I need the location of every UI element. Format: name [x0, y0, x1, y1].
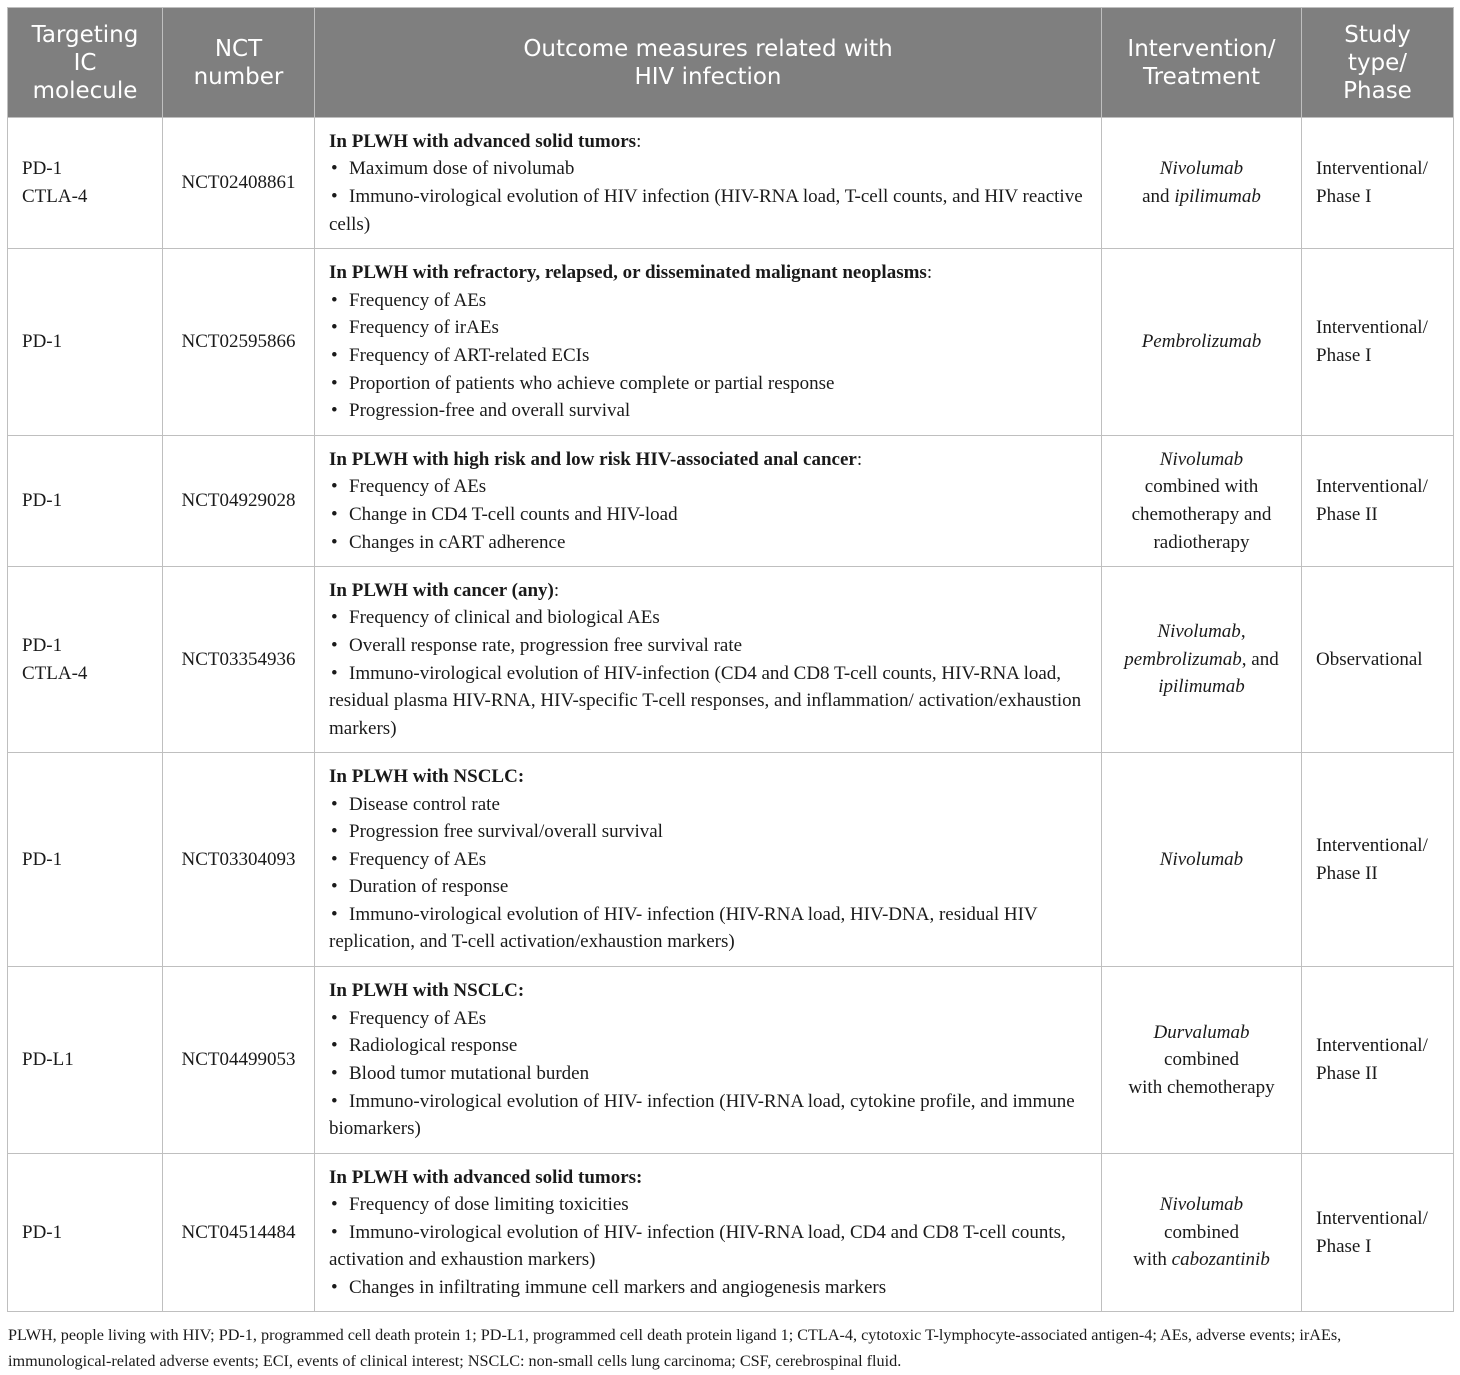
intervention-cell: Durvalumab combined with chemotherapy: [1102, 967, 1302, 1154]
study-type-cell: Interventional/ Phase II: [1302, 967, 1454, 1154]
target-cell: PD-1: [8, 436, 163, 567]
clinical-trials-table: [7, 7, 1454, 1312]
list-item: • Frequency of ART-related ECIs: [329, 342, 1091, 370]
list-item: • Frequency of AEs: [329, 287, 1091, 315]
intervention-cell: Nivolumab, pembrolizumab, and ipilimumab: [1102, 567, 1302, 753]
nct-cell: NCT03354936: [163, 567, 315, 753]
header-nct-number: NCT number: [163, 8, 315, 118]
nct-cell: NCT04929028: [163, 436, 315, 567]
list-item: • Progression-free and overall survival: [329, 397, 1091, 425]
study-type-cell: Interventional/ Phase I: [1302, 118, 1454, 249]
nct-cell: NCT02408861: [163, 118, 315, 249]
list-item: • Duration of response: [329, 873, 1091, 901]
target-cell: PD-1: [8, 1154, 163, 1312]
table-row: [8, 753, 1454, 967]
list-item: • Immuno-virological evolution of HIV- infection (HIV-RNA load, cytokine profile, and immune biomarkers): [329, 1088, 1091, 1143]
header-outcome-measures: Outcome measures related with HIV infection: [315, 8, 1102, 118]
list-item: • Change in CD4 T-cell counts and HIV-load: [329, 501, 1091, 529]
target-cell: PD-1 CTLA-4: [8, 567, 163, 753]
list-item: • Maximum dose of nivolumab: [329, 155, 1091, 183]
header-targeting-ic-molecule: Targeting IC molecule: [8, 8, 163, 118]
target-cell: PD-1: [8, 753, 163, 967]
list-item: • Changes in cART adherence: [329, 529, 1091, 557]
outcome-cell: In PLWH with advanced solid tumors: • Maximum dose of nivolumab • Immuno-virological evolution of HIV infection (HIV-RNA load, T-cell counts, and HIV reactive cells): [315, 118, 1102, 249]
nct-cell: NCT04499053: [163, 967, 315, 1154]
list-item: • Frequency of clinical and biological AEs: [329, 604, 1091, 632]
intervention-cell: Nivolumab combined with cabozantinib: [1102, 1154, 1302, 1312]
target-cell: PD-1: [8, 249, 163, 436]
nct-cell: NCT04514484: [163, 1154, 315, 1312]
table-container: [7, 7, 1453, 1312]
header-intervention: Intervention/ Treatment: [1102, 8, 1302, 118]
list-item: • Immuno-virological evolution of HIV- infection (HIV-RNA load, HIV-DNA, residual HIV replication, and T-cell activation/exhaustion markers): [329, 901, 1091, 956]
table-row: [8, 249, 1454, 436]
intervention-cell: Nivolumab and ipilimumab: [1102, 118, 1302, 249]
list-item: • Proportion of patients who achieve complete or partial response: [329, 370, 1091, 398]
list-item: • Immuno-virological evolution of HIV- infection (HIV-RNA load, CD4 and CD8 T-cell counts, activation and exhaustion markers): [329, 1219, 1091, 1274]
table-footnote: PLWH, people living with HIV; PD-1, programmed cell death protein 1; PD-L1, programmed cell death protein ligand 1; CTLA-4, cytotoxic T-lymphocyte-associated antigen-4; AEs, adverse events; irAEs, immunological-related adverse events; ECI, events of clinical interest; NSCLC: non-small cells lung carcinoma; CSF, cerebrospinal fluid.: [8, 1326, 1342, 1370]
table-row: [8, 436, 1454, 567]
list-item: • Overall response rate, progression free survival rate: [329, 632, 1091, 660]
list-item: • Radiological response: [329, 1032, 1091, 1060]
outcome-cell: In PLWH with cancer (any): • Frequency of clinical and biological AEs • Overall response rate, progression free survival rate • Immuno-virological evolution of HIV-infection (CD4 and CD8 T-cell counts, HIV-RNA load, residual plasma HIV-RNA, HIV-specific T-cell responses, and inflammation/ activation/exhaustion markers): [315, 567, 1102, 753]
list-item: • Blood tumor mutational burden: [329, 1060, 1091, 1088]
list-item: • Immuno-virological evolution of HIV infection (HIV-RNA load, T-cell counts, and HIV reactive cells): [329, 183, 1091, 238]
study-type-cell: Interventional/ Phase II: [1302, 436, 1454, 567]
table-row: [8, 567, 1454, 753]
list-item: • Progression free survival/overall survival: [329, 818, 1091, 846]
list-item: • Changes in infiltrating immune cell markers and angiogenesis markers: [329, 1274, 1091, 1302]
intervention-cell: Pembrolizumab: [1102, 249, 1302, 436]
list-item: • Frequency of AEs: [329, 1005, 1091, 1033]
list-item: • Disease control rate: [329, 791, 1091, 819]
intervention-cell: Nivolumab: [1102, 753, 1302, 967]
table-row: [8, 118, 1454, 249]
list-item: • Frequency of AEs: [329, 846, 1091, 874]
table-row: [8, 1154, 1454, 1312]
target-cell: PD-1 CTLA-4: [8, 118, 163, 249]
study-type-cell: Observational: [1302, 567, 1454, 753]
outcome-cell: In PLWH with advanced solid tumors: • Frequency of dose limiting toxicities • Immuno-virological evolution of HIV- infection (HIV-RNA load, CD4 and CD8 T-cell counts, activation and exhaustion markers) • Changes in infiltrating immune cell markers and angiogenesis markers: [315, 1154, 1102, 1312]
header-row: [8, 8, 1454, 118]
nct-cell: NCT03304093: [163, 753, 315, 967]
header-study-type: Study type/ Phase: [1302, 8, 1454, 118]
study-type-cell: Interventional/ Phase I: [1302, 249, 1454, 436]
outcome-cell: In PLWH with NSCLC: • Frequency of AEs • Radiological response • Blood tumor mutational burden • Immuno-virological evolution of HIV- infection (HIV-RNA load, cytokine profile, and immune biomarkers): [315, 967, 1102, 1154]
table-row: [8, 967, 1454, 1154]
list-item: • Frequency of dose limiting toxicities: [329, 1191, 1091, 1219]
study-type-cell: Interventional/ Phase II: [1302, 753, 1454, 967]
nct-cell: NCT02595866: [163, 249, 315, 436]
study-type-cell: Interventional/ Phase I: [1302, 1154, 1454, 1312]
list-item: • Frequency of AEs: [329, 473, 1091, 501]
list-item: • Frequency of irAEs: [329, 314, 1091, 342]
outcome-cell: In PLWH with NSCLC: • Disease control rate • Progression free survival/overall survival • Frequency of AEs • Duration of response • Immuno-virological evolution of HIV- infection (HIV-RNA load, HIV-DNA, residual HIV replication, and T-cell activation/exhaustion markers): [315, 753, 1102, 967]
outcome-cell: In PLWH with high risk and low risk HIV-associated anal cancer: • Frequency of AEs • Change in CD4 T-cell counts and HIV-load • Changes in cART adherence: [315, 436, 1102, 567]
target-cell: PD-L1: [8, 967, 163, 1154]
intervention-cell: Nivolumab combined with chemotherapy and radiotherapy: [1102, 436, 1302, 567]
outcome-cell: In PLWH with refractory, relapsed, or disseminated malignant neoplasms: • Frequency of AEs • Frequency of irAEs • Frequency of ART-related ECIs • Proportion of patients who achieve complete or partial response • Progression-free and overall survival: [315, 249, 1102, 436]
list-item: • Immuno-virological evolution of HIV-infection (CD4 and CD8 T-cell counts, HIV-RNA load, residual plasma HIV-RNA, HIV-specific T-cell responses, and inflammation/ activation/exhaustion markers): [329, 660, 1091, 743]
